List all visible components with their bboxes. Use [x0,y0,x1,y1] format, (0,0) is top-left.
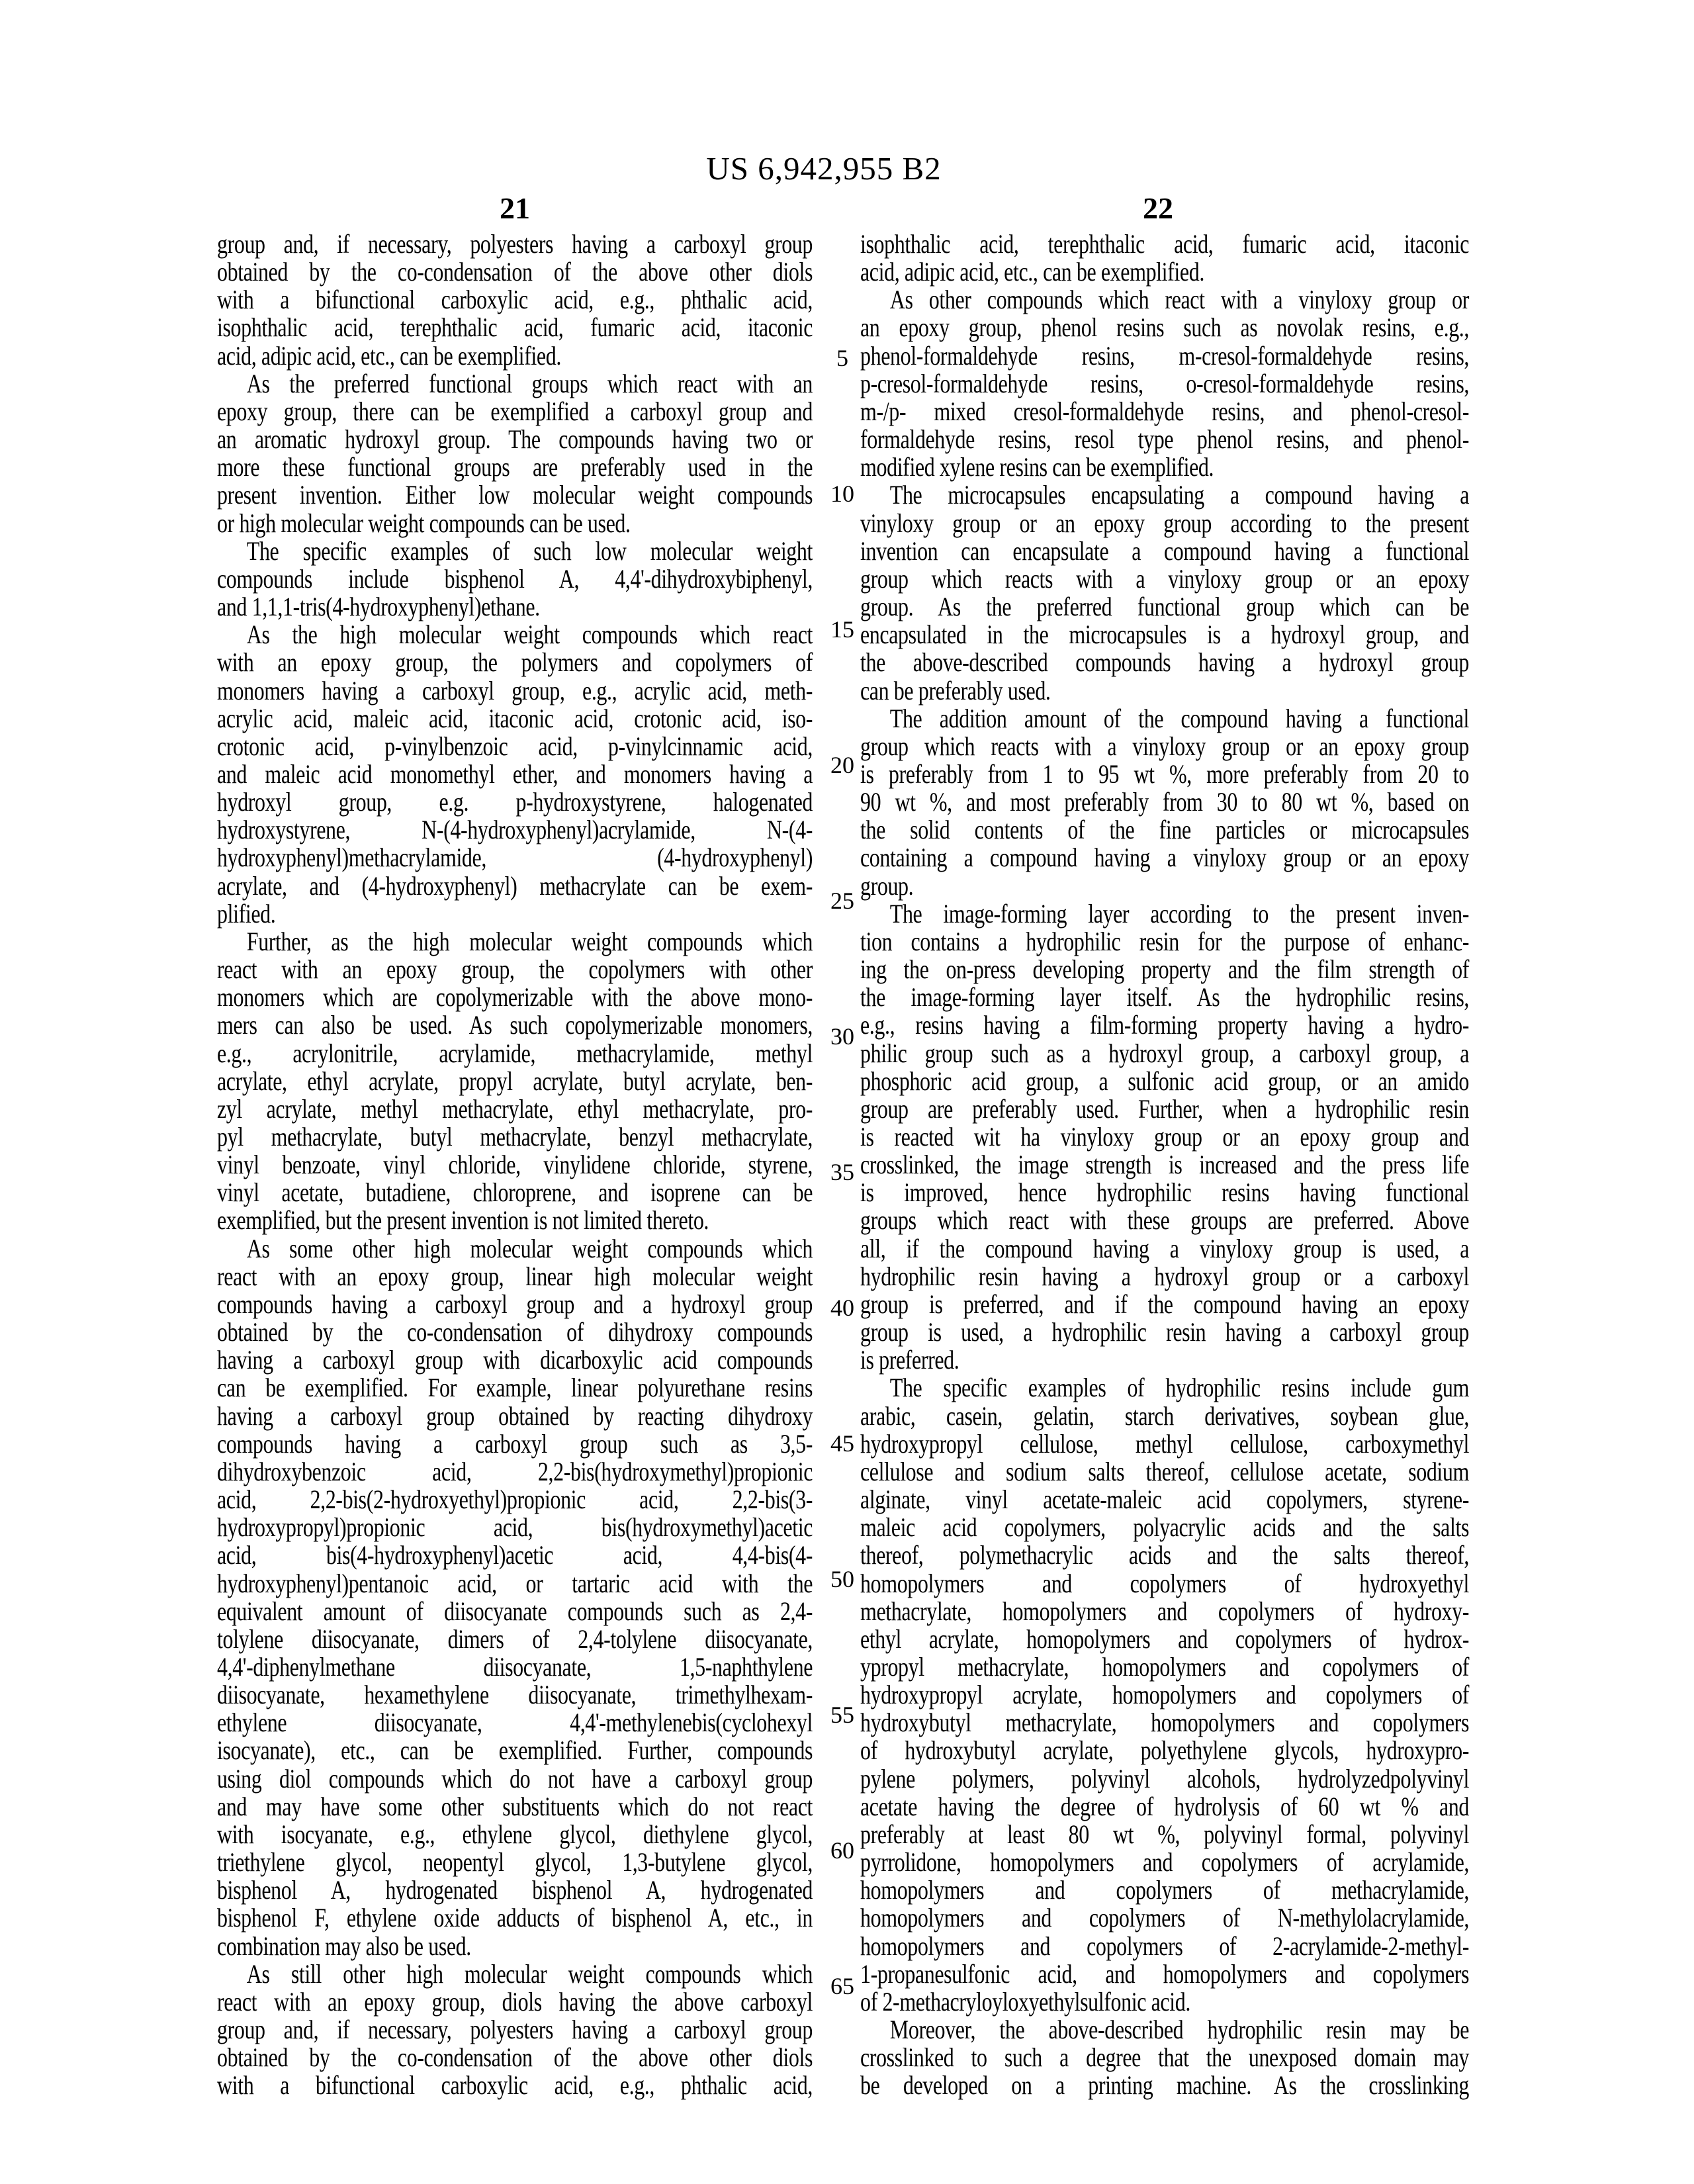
text-line: with an epoxy group, the polymers and copolymers of [217,647,813,678]
text-line: combination may also be used. [217,1931,471,1961]
text-line: is reacted wit ha vinyloxy group or an epoxy group and [860,1122,1469,1152]
text-line: As still other high molecular weight compounds which [246,1958,813,1989]
gutter-line-number: 65 [830,1973,854,1999]
text-line: compounds include bisphenol A, 4,4'-dihydroxybiphenyl, [217,563,813,594]
text-line: As the preferred functional groups which react with an [246,368,813,398]
text-line: isocyanate), etc., can be exemplified. Further, compounds [217,1735,813,1766]
text-line: bisphenol F, ethylene oxide adducts of bisphenol A, etc., in [217,1903,813,1933]
text-line: As other compounds which react with a vinyloxy group or [889,285,1469,315]
text-line: hydroxyphenyl)methacrylamide, (4-hydroxyphenyl) [217,842,813,873]
text-line: the above-described compounds having a hydroxyl group [860,647,1469,678]
text-line: e.g., acrylonitrile, acrylamide, methacrylamide, methyl [217,1038,813,1068]
paragraph [860,481,1469,704]
gutter-line-number: 15 [830,616,854,643]
text-line: compounds having a carboxyl group and a hydroxyl group [217,1289,813,1319]
text-line: ethyl acrylate, homopolymers and copolymers of hydrox- [860,1623,1469,1654]
text-line: homopolymers and copolymers of 2-acrylamide-2-methyl- [860,1931,1469,1961]
text-line: and 1,1,1-tris(4-hydroxyphenyl)ethane. [217,592,540,622]
text-line: hydroxypropyl cellulose, methyl cellulose, carboxymethyl [860,1428,1469,1459]
paragraph [860,900,1469,1375]
text-line: tion contains a hydrophilic resin for the purpose of enhanc- [860,926,1469,956]
text-line: plified. [217,898,276,929]
gutter-line-number: 60 [830,1837,854,1864]
text-line: diisocyanate, hexamethylene diisocyanate, trimethylhexam- [217,1680,813,1710]
text-line: group is used, a hydrophilic resin having a carboxyl group [860,1317,1469,1347]
paragraph [217,1235,813,1960]
text-line: group which reacts with a vinyloxy group or an epoxy group [860,731,1469,761]
text-line: be developed on a printing machine. As the crosslinking [860,2070,1469,2101]
text-line: group which reacts with a vinyloxy group or an epoxy [860,563,1469,594]
paragraph [860,286,1469,481]
paragraph [217,537,813,621]
text-line: is improved, hence hydrophilic resins having functional [860,1177,1469,1208]
gutter-line-number: 45 [830,1430,854,1457]
text-line: homopolymers and copolymers of methacrylamide, [860,1875,1469,1905]
text-line: hydroxyphenyl)pentanoic acid, or tartaric acid with the [217,1568,813,1598]
text-line: acid, bis(4-hydroxyphenyl)acetic acid, 4,4-bis(4- [217,1540,813,1570]
text-line: react with an epoxy group, linear high molecular weight [217,1261,813,1291]
text-line: Further, as the high molecular weight compounds which [246,926,813,956]
text-line: hydrophilic resin having a hydroxyl group or a carboxyl [860,1261,1469,1291]
text-line: homopolymers and copolymers of N-methylolacrylamide, [860,1903,1469,1933]
text-line: present invention. Either low molecular weight compounds [217,480,813,510]
text-line: acid, 2,2-bis(2-hydroxyethyl)propionic acid, 2,2-bis(3- [217,1484,813,1515]
text-line: group and, if necessary, polyesters having a carboxyl group [217,229,813,259]
text-line: pyrrolidone, homopolymers and copolymers of acrylamide, [860,1847,1469,1878]
paragraph [217,1960,813,2100]
paragraph [217,370,813,537]
paragraph [217,928,813,1235]
gutter-line-number: 55 [830,1702,854,1728]
text-line: exemplified, but the present invention is not limited thereto. [217,1205,709,1236]
text-line: can be exemplified. For example, linear polyurethane resins [217,1373,813,1403]
text-line: e.g., resins having a film-forming property having a hydro- [860,1010,1469,1040]
text-line: group are preferably used. Further, when a hydrophilic resin [860,1093,1469,1124]
text-line: tolylene diisocyanate, dimers of 2,4-tolylene diisocyanate, [217,1623,813,1654]
text-line: obtained by the co-condensation of the above other diols [217,257,813,287]
text-line: acetate having the degree of hydrolysis of 60 wt % and [860,1791,1469,1821]
column-22-text [860,230,1469,2099]
text-line: dihydroxybenzoic acid, 2,2-bis(hydroxymethyl)propionic [217,1456,813,1486]
gutter-line-number: 25 [830,887,854,914]
text-line: pyl methacrylate, butyl methacrylate, benzyl methacrylate, [217,1122,813,1152]
text-line: phenol-formaldehyde resins, m-cresol-formaldehyde resins, [860,340,1469,371]
column-number-21: 21 [500,191,530,225]
column-number-22: 22 [1143,191,1173,225]
text-line: arabic, casein, gelatin, starch derivatives, soybean glue, [860,1400,1469,1431]
text-line: homopolymers and copolymers of hydroxyethyl [860,1568,1469,1598]
text-line: group. As the preferred functional group which can be [860,592,1469,622]
text-line: pylene polymers, polyvinyl alcohols, hydrolyzedpolyvinyl [860,1763,1469,1794]
text-line: ethylene diisocyanate, 4,4'-methylenebis(cyclohexyl [217,1707,813,1738]
text-line: more these functional groups are preferably used in the [217,452,813,482]
text-line: having a carboxyl group with dicarboxylic acid compounds [217,1345,813,1375]
text-line: As the high molecular weight compounds which react [246,619,813,650]
paragraph [860,1374,1469,2016]
text-line: is preferred. [860,1345,959,1375]
text-line: vinyl acetate, butadiene, chloroprene, and isoprene can be [217,1177,813,1208]
text-line: m-/p- mixed cresol-formaldehyde resins, and phenol-cresol- [860,396,1469,426]
text-line: phosphoric acid group, a sulfonic acid group, or an amido [860,1066,1469,1096]
text-line: encapsulated in the microcapsules is a hydroxyl group, and [860,619,1469,650]
patent-number-header: US 6,942,955 B2 [706,150,942,187]
paragraph [860,230,1469,286]
text-line: and maleic acid monomethyl ether, and monomers having a [217,758,813,789]
paragraph [860,2016,1469,2099]
text-line: hydroxybutyl methacrylate, homopolymers and copolymers [860,1707,1469,1738]
text-line: The specific examples of hydrophilic resins include gum [889,1373,1469,1403]
text-line: the image-forming layer itself. As the hydrophilic resins, [860,982,1469,1013]
text-line: hydroxystyrene, N-(4-hydroxyphenyl)acrylamide, N-(4- [217,815,813,845]
text-line: and may have some other substituents which do not react [217,1791,813,1821]
text-line: react with an epoxy group, diols having the above carboxyl [217,1986,813,2017]
text-line: alginate, vinyl acetate-maleic acid copolymers, styrene- [860,1484,1469,1515]
text-line: mers can also be used. As such copolymerizable monomers, [217,1010,813,1040]
text-line: having a carboxyl group obtained by reacting dihydroxy [217,1400,813,1431]
text-line: acid, adipic acid, etc., can be exemplified. [860,257,1204,287]
text-line: philic group such as a hydroxyl group, a carboxyl group, a [860,1038,1469,1068]
text-line: using diol compounds which do not have a carboxyl group [217,1763,813,1794]
text-line: acrylate, and (4-hydroxyphenyl) methacrylate can be exem- [217,870,813,901]
column-21-text [217,230,813,2099]
text-line: maleic acid copolymers, polyacrylic acids and the salts [860,1512,1469,1543]
text-line: with isocyanate, e.g., ethylene glycol, diethylene glycol, [217,1819,813,1849]
text-line: bisphenol A, hydrogenated bisphenol A, hydrogenated [217,1875,813,1905]
text-line: crotonic acid, p-vinylbenzoic acid, p-vinylcinnamic acid, [217,731,813,761]
gutter-line-number: 35 [830,1159,854,1185]
text-line: preferably at least 80 wt %, polyvinyl formal, polyvinyl [860,1819,1469,1849]
text-line: crosslinked to such a degree that the unexposed domain may [860,2042,1469,2073]
text-line: obtained by the co-condensation of dihydroxy compounds [217,1317,813,1347]
text-line: of 2-methacryloyloxyethylsulfonic acid. [860,1986,1190,2017]
text-line: The microcapsules encapsulating a compound having a [889,480,1469,510]
text-line: with a bifunctional carboxylic acid, e.g., phthalic acid, [217,285,813,315]
text-line: containing a compound having a vinyloxy group or an epoxy [860,842,1469,873]
text-line: cellulose and sodium salts thereof, cellulose acetate, sodium [860,1456,1469,1486]
paragraph [860,705,1469,900]
gutter-line-number: 30 [830,1023,854,1050]
text-line: react with an epoxy group, the copolymers with other [217,954,813,985]
text-line: with a bifunctional carboxylic acid, e.g., phthalic acid, [217,2070,813,2101]
text-line: acrylic acid, maleic acid, itaconic acid, crotonic acid, iso- [217,703,813,733]
text-line: group is preferred, and if the compound having an epoxy [860,1289,1469,1319]
text-line: acrylate, ethyl acrylate, propyl acrylate, butyl acrylate, ben- [217,1066,813,1096]
text-line: an epoxy group, phenol resins such as novolak resins, e.g., [860,312,1469,343]
text-line: vinyloxy group or an epoxy group according to the present [860,508,1469,538]
text-line: group. [860,870,914,901]
text-line: epoxy group, there can be exemplified a carboxyl group and [217,396,813,426]
paragraph [217,621,813,928]
text-line: As some other high molecular weight compounds which [246,1233,813,1263]
text-line: all, if the compound having a vinyloxy group is used, a [860,1233,1469,1263]
gutter-line-number: 50 [830,1566,854,1592]
text-line: vinyl benzoate, vinyl chloride, vinylidene chloride, styrene, [217,1150,813,1180]
text-line: or high molecular weight compounds can be used. [217,508,631,538]
text-line: can be preferably used. [860,675,1051,705]
text-line: compounds having a carboxyl group such as 3,5- [217,1428,813,1459]
text-line: hydroxypropyl acrylate, homopolymers and copolymers of [860,1680,1469,1710]
text-line: acid, adipic acid, etc., can be exemplified. [217,340,561,371]
text-line: invention can encapsulate a compound having a functional [860,535,1469,566]
text-line: monomers having a carboxyl group, e.g., acrylic acid, meth- [217,675,813,705]
text-line: ypropyl methacrylate, homopolymers and copolymers of [860,1651,1469,1682]
text-line: The image-forming layer according to the present inven- [889,898,1469,929]
text-line: groups which react with these groups are preferred. Above [860,1205,1469,1236]
text-line: is preferably from 1 to 95 wt %, more preferably from 20 to [860,758,1469,789]
paragraph [217,230,813,370]
text-line: crosslinked, the image strength is increased and the press life [860,1150,1469,1180]
text-line: 4,4'-diphenylmethane diisocyanate, 1,5-naphthylene [217,1651,813,1682]
text-line: ing the on-press developing property and the film strength of [860,954,1469,985]
text-line: obtained by the co-condensation of the above other diols [217,2042,813,2073]
text-line: of hydroxybutyl acrylate, polyethylene glycols, hydroxypro- [860,1735,1469,1766]
gutter-line-number: 40 [830,1295,854,1321]
gutter-line-number: 20 [830,752,854,778]
text-line: methacrylate, homopolymers and copolymers of hydroxy- [860,1596,1469,1626]
text-line: p-cresol-formaldehyde resins, o-cresol-formaldehyde resins, [860,368,1469,398]
text-line: hydroxyl group, e.g. p-hydroxystyrene, halogenated [217,787,813,817]
text-line: 90 wt %, and most preferably from 30 to 80 wt %, based on [860,787,1469,817]
gutter-line-number: 5 [836,345,848,371]
text-line: isophthalic acid, terephthalic acid, fumaric acid, itaconic [860,229,1469,259]
text-line: group and, if necessary, polyesters having a carboxyl group [217,2015,813,2044]
text-line: zyl acrylate, methyl methacrylate, ethyl methacrylate, pro- [217,1093,813,1124]
text-line: an aromatic hydroxyl group. The compounds having two or [217,424,813,455]
gutter-line-number: 10 [830,480,854,507]
text-line: modified xylene resins can be exemplified. [860,452,1214,482]
text-line: isophthalic acid, terephthalic acid, fumaric acid, itaconic [217,312,813,343]
text-line: equivalent amount of diisocyanate compounds such as 2,4- [217,1596,813,1626]
text-line: The specific examples of such low molecular weight [246,535,813,566]
text-line: The addition amount of the compound having a functional [889,703,1469,733]
text-line: hydroxypropyl)propionic acid, bis(hydroxymethyl)acetic [217,1512,813,1543]
text-line: triethylene glycol, neopentyl glycol, 1,3-butylene glycol, [217,1847,813,1878]
text-line: Moreover, the above-described hydrophilic resin may be [889,2015,1469,2044]
text-line: 1-propanesulfonic acid, and homopolymers and copolymers [860,1958,1469,1989]
text-line: the solid contents of the fine particles or microcapsules [860,815,1469,845]
text-line: monomers which are copolymerizable with the above mono- [217,982,813,1013]
text-line: thereof, polymethacrylic acids and the salts thereof, [860,1540,1469,1570]
text-line: formaldehyde resins, resol type phenol resins, and phenol- [860,424,1469,455]
